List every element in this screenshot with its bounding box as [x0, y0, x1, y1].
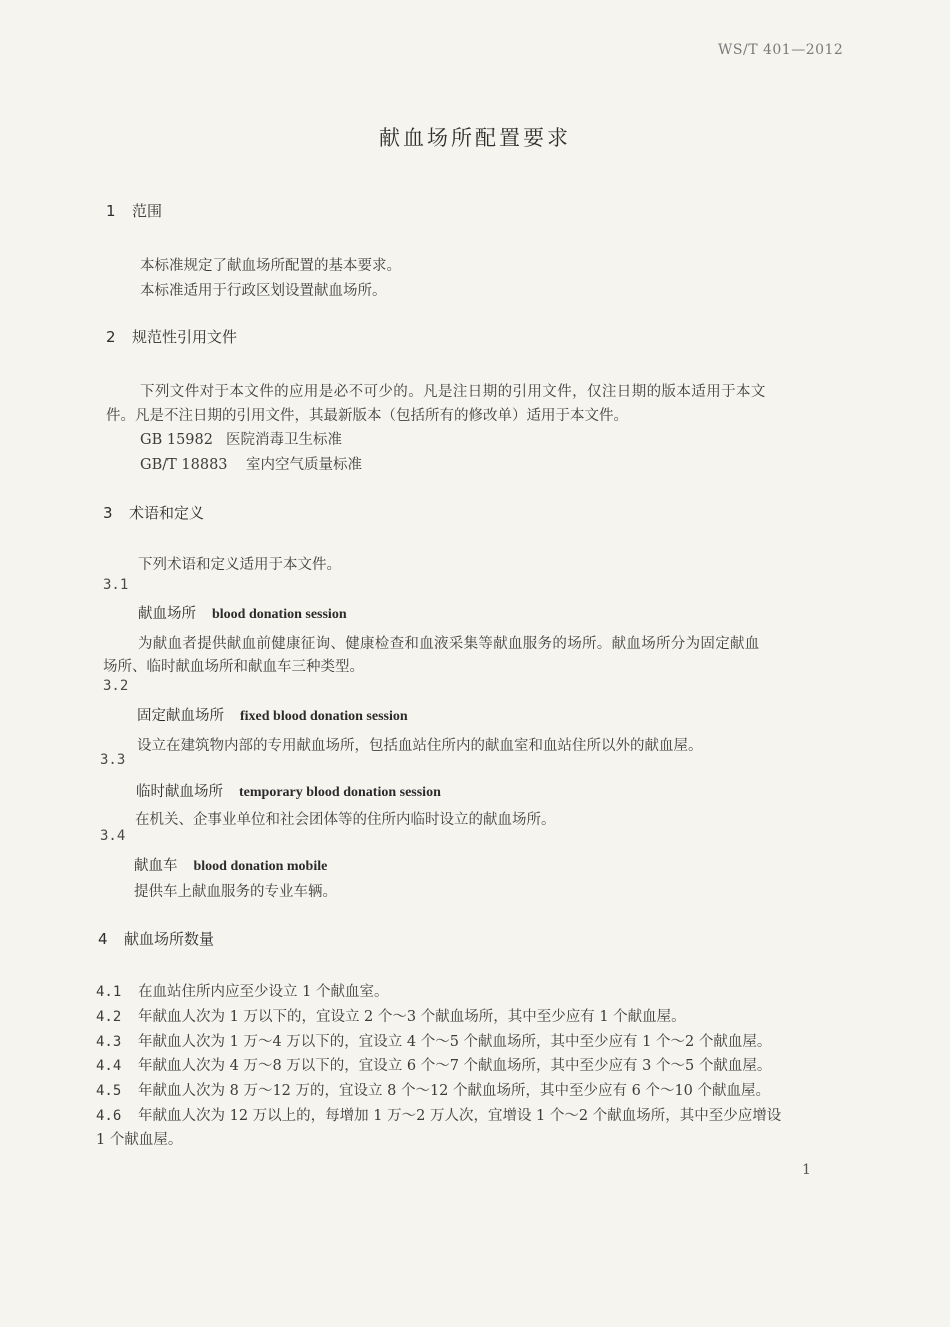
clause-number: 3.4: [100, 828, 126, 844]
term-heading: [138, 602, 347, 623]
list-item: [96, 1030, 771, 1051]
list-item-continuation: 1 个献血屋。: [96, 1132, 183, 1148]
reference-item: [140, 453, 362, 474]
section-2-heading: [106, 326, 237, 347]
paragraph: 本标准规定了献血场所配置的基本要求。: [140, 258, 401, 274]
reference-code: GB 15982: [140, 432, 213, 448]
list-item: [96, 1054, 771, 1075]
item-number: 4.2: [96, 1009, 122, 1025]
item-text: 年献血人次为 1 万～4 万以下的，宜设立 4 个～5 个献血场所，其中至少应有 1 个～2 个献血屋。: [138, 1034, 772, 1050]
page-number: 1: [802, 1162, 811, 1178]
list-item: [96, 1104, 781, 1125]
list-item: [96, 1079, 770, 1100]
item-number: 4.5: [96, 1083, 122, 1099]
term-definition-continuation: 场所、临时献血场所和献血车三种类型。: [103, 659, 364, 675]
reference-title: 医院消毒卫生标准: [226, 432, 342, 448]
list-item: [96, 1005, 686, 1026]
term-english: blood donation mobile: [193, 859, 328, 874]
term-chinese: 临时献血场所: [136, 784, 223, 800]
reference-code: GB/T 18883: [140, 457, 228, 473]
section-title: 献血场所数量: [124, 930, 215, 948]
paragraph: 下列术语和定义适用于本文件。: [138, 557, 341, 573]
term-heading: [137, 704, 408, 725]
term-english: fixed blood donation session: [240, 709, 408, 724]
section-title: 术语和定义: [129, 504, 205, 522]
paragraph: 本标准适用于行政区划设置献血场所。: [140, 283, 387, 299]
standard-code: WS/T 401—2012: [718, 42, 844, 58]
term-chinese: 献血场所: [138, 606, 196, 622]
section-number: 1: [106, 202, 116, 220]
item-number: 4.4: [96, 1058, 122, 1074]
term-definition: 提供车上献血服务的专业车辆。: [134, 884, 337, 900]
paragraph-continuation: 件。凡是不注日期的引用文件，其最新版本（包括所有的修改单）适用于本文件。: [106, 408, 628, 424]
section-number: 3: [103, 504, 113, 522]
term-english: blood donation session: [212, 607, 347, 622]
term-heading: [136, 780, 441, 801]
term-definition: 为献血者提供献血前健康征询、健康检查和血液采集等献血服务的场所。献血场所分为固定献血: [138, 636, 760, 652]
item-text: 在血站住所内应至少设立 1 个献血室。: [138, 984, 389, 1000]
term-chinese: 献血车: [134, 858, 178, 874]
paragraph: 下列文件对于本文件的应用是必不可少的。凡是注日期的引用文件，仅注日期的版本适用于本文: [140, 384, 766, 400]
document-title: 献血场所配置要求: [379, 126, 571, 150]
section-1-heading: [106, 200, 162, 221]
item-text: 年献血人次为 12 万以上的，每增加 1 万～2 万人次，宜增设 1 个～2 个献血场所，其中至少应增设: [138, 1108, 782, 1124]
section-number: 2: [106, 328, 116, 346]
reference-item: [140, 428, 342, 449]
item-number: 4.1: [96, 984, 122, 1000]
item-text: 年献血人次为 8 万～12 万的，宜设立 8 个～12 个献血场所，其中至少应有 6 个～10 个献血屋。: [138, 1083, 771, 1099]
section-4-heading: [98, 928, 214, 949]
term-definition: 设立在建筑物内部的专用献血场所，包括血站住所内的献血室和血站住所以外的献血屋。: [137, 738, 703, 754]
reference-title: 室内空气质量标准: [246, 457, 362, 473]
list-item: [96, 980, 388, 1001]
clause-number: 3.1: [103, 577, 129, 593]
term-heading: [134, 854, 327, 875]
section-title: 规范性引用文件: [132, 328, 238, 346]
section-title: 范围: [132, 202, 163, 220]
item-number: 4.6: [96, 1108, 122, 1124]
item-text: 年献血人次为 1 万以下的，宜设立 2 个～3 个献血场所，其中至少应有 1 个献血屋。: [138, 1009, 686, 1025]
section-number: 4: [98, 930, 108, 948]
section-3-heading: [103, 502, 204, 523]
item-number: 4.3: [96, 1034, 122, 1050]
term-definition: 在机关、企事业单位和社会团体等的住所内临时设立的献血场所。: [135, 812, 556, 828]
term-chinese: 固定献血场所: [137, 708, 224, 724]
clause-number: 3.3: [100, 752, 126, 768]
term-english: temporary blood donation session: [239, 785, 441, 800]
clause-number: 3.2: [103, 678, 129, 694]
item-text: 年献血人次为 4 万～8 万以下的，宜设立 6 个～7 个献血场所，其中至少应有 3 个～5 个献血屋。: [138, 1058, 772, 1074]
